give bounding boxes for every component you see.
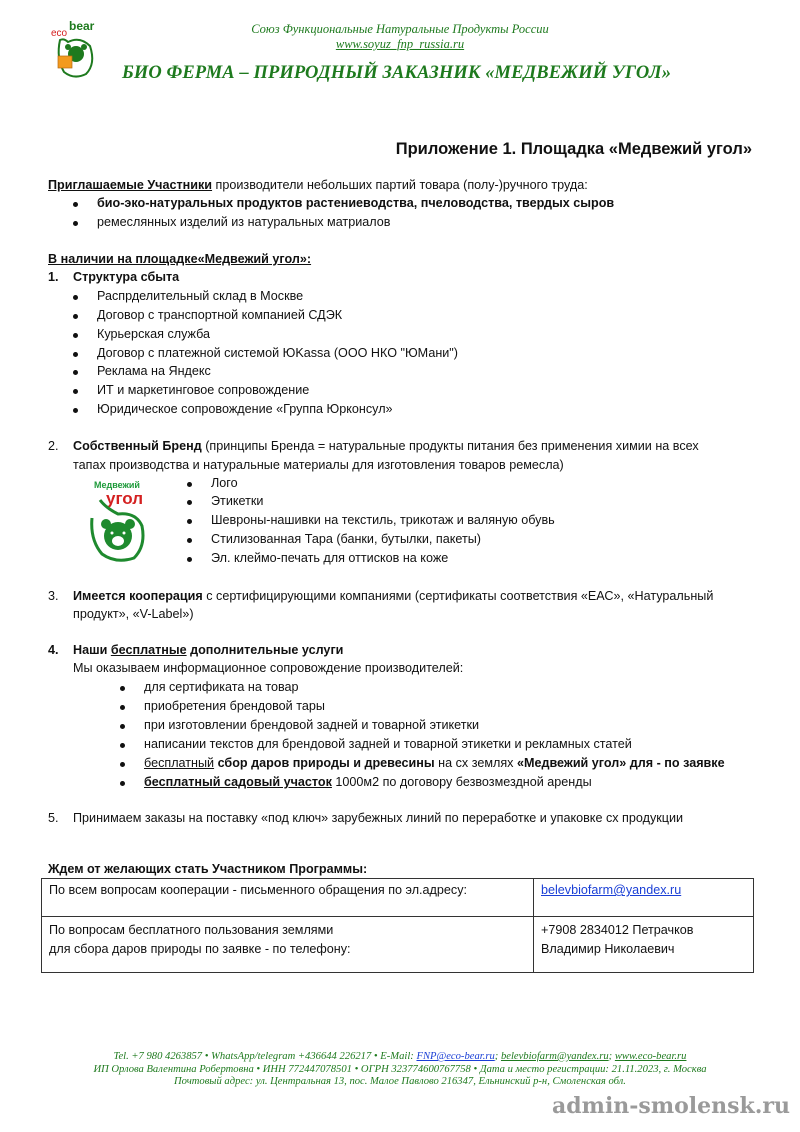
email-link[interactable]: belevbiofarm@yandex.ru — [541, 883, 682, 897]
bullet-icon — [120, 686, 125, 691]
contacts-heading: Ждем от желающих стать Участником Программы: — [48, 862, 368, 876]
bullet-icon — [73, 221, 78, 226]
contact-question: По вопросам бесплатного пользования землями для сбора даров природы по заявке - по телефону: — [42, 917, 534, 973]
bullet-icon — [120, 781, 125, 786]
bullet-icon — [73, 314, 78, 319]
section-number: 1. — [48, 270, 59, 284]
union-name: Союз Функциональные Натуральные Продукты России — [251, 22, 549, 36]
section-number: 2. — [48, 439, 59, 453]
bear-leaf-icon — [84, 478, 154, 568]
svg-text:eco: eco — [51, 28, 68, 39]
union-url-link[interactable]: www.soyuz_fnp_russia.ru — [335, 37, 465, 51]
bullet-icon — [73, 333, 78, 338]
table-row — [42, 879, 754, 917]
table-row — [42, 917, 754, 973]
section-line: Собственный Бренд (принципы Бренда = натуральные продукты питания без применения химии на всех — [73, 439, 699, 453]
header-title: БИО ФЕРМА – ПРИРОДНЫЙ ЗАКАЗНИК «МЕДВЕЖИЙ УГОЛ» — [122, 63, 672, 83]
brand-logo — [84, 478, 154, 568]
section-title: Наши бесплатные дополнительные услуги — [73, 643, 344, 657]
footer-site-link[interactable]: www.eco-bear.ru — [614, 1051, 687, 1062]
bullet-icon — [73, 408, 78, 413]
bullet-icon — [73, 370, 78, 375]
bullet-icon — [73, 295, 78, 300]
watermark: admin-smolensk.ru — [552, 1093, 790, 1119]
footer-line-1: Tel. +7 980 4263857 • WhatsApp/telegram +436644 226217 • E-Mail: FNP@eco-bear.ru; belevbiofarm@yandex.ru; www.eco-bear.ru — [113, 1051, 687, 1062]
bullet-icon — [187, 482, 192, 487]
section-intro: Мы оказываем информационное сопровождение производителей: — [73, 661, 464, 675]
section-number: 3. — [48, 589, 59, 603]
bullet-icon — [187, 538, 192, 543]
svg-text:bear: bear — [69, 19, 95, 33]
bullet-icon — [187, 519, 192, 524]
section-number: 5. — [48, 811, 59, 825]
bullet-icon — [73, 352, 78, 357]
invited-paragraph — [48, 178, 588, 192]
page-title: Приложение 1. Площадка «Медвежий угол» — [395, 140, 752, 158]
available-label: В наличии на площадке«Медвежий угол»: — [48, 252, 312, 266]
contacts-table — [41, 878, 754, 973]
contact-question: По всем вопросам кооперации - письменного обращения по эл.адресу: — [42, 879, 534, 917]
section-line: тапах производства и натуральные материалы для изготовления товаров ремесла) — [73, 458, 564, 472]
bullet-icon — [187, 500, 192, 505]
brand-logo-line1: Медвежий — [94, 480, 140, 490]
section-line: продукт», «V-Label») — [73, 607, 194, 621]
bullet-icon — [120, 762, 125, 767]
footer-line-2: ИП Орлова Валентина Робертовна • ИНН 772447078501 • ОГРН 323774600767758 • Дата и место регистрации: 21.11.2023, г. Москва — [93, 1064, 707, 1075]
section-number: 4. — [48, 643, 59, 657]
section-title: Структура сбыта — [73, 270, 180, 284]
bullet-icon — [73, 202, 78, 207]
footer-email-link[interactable]: belevbiofarm@yandex.ru — [500, 1051, 609, 1062]
bullet-icon — [120, 743, 125, 748]
section-text: Принимаем заказы на поставку «под ключ» зарубежных линий по переработке и упаковке сх продукции — [73, 811, 684, 825]
footer-email-link[interactable]: FNP@eco-bear.ru — [416, 1051, 495, 1062]
bullet-icon — [187, 557, 192, 562]
invited-text: производители небольших партий товара (полу-)ручного труда: — [212, 178, 588, 192]
bullet-icon — [73, 389, 78, 394]
contact-answer — [534, 879, 754, 917]
bullet-icon — [120, 705, 125, 710]
bullet-icon — [120, 724, 125, 729]
brand-logo-line2: угол — [106, 489, 144, 508]
invited-label: Приглашаемые Участники — [48, 178, 213, 192]
footer-line-3: Почтовый адрес: ул. Центральная 13, пос. Малое Павлово 216347, Ельнинский р-н, Смоленская обл. — [174, 1076, 626, 1087]
section-line: Имеется кооперация с сертифицирующими компаниями (сертификаты соответствия «ЕАС», «Натуральный — [73, 589, 714, 603]
contact-answer: +7908 2834012 Петрачков Владимир Николаевич — [534, 917, 754, 973]
